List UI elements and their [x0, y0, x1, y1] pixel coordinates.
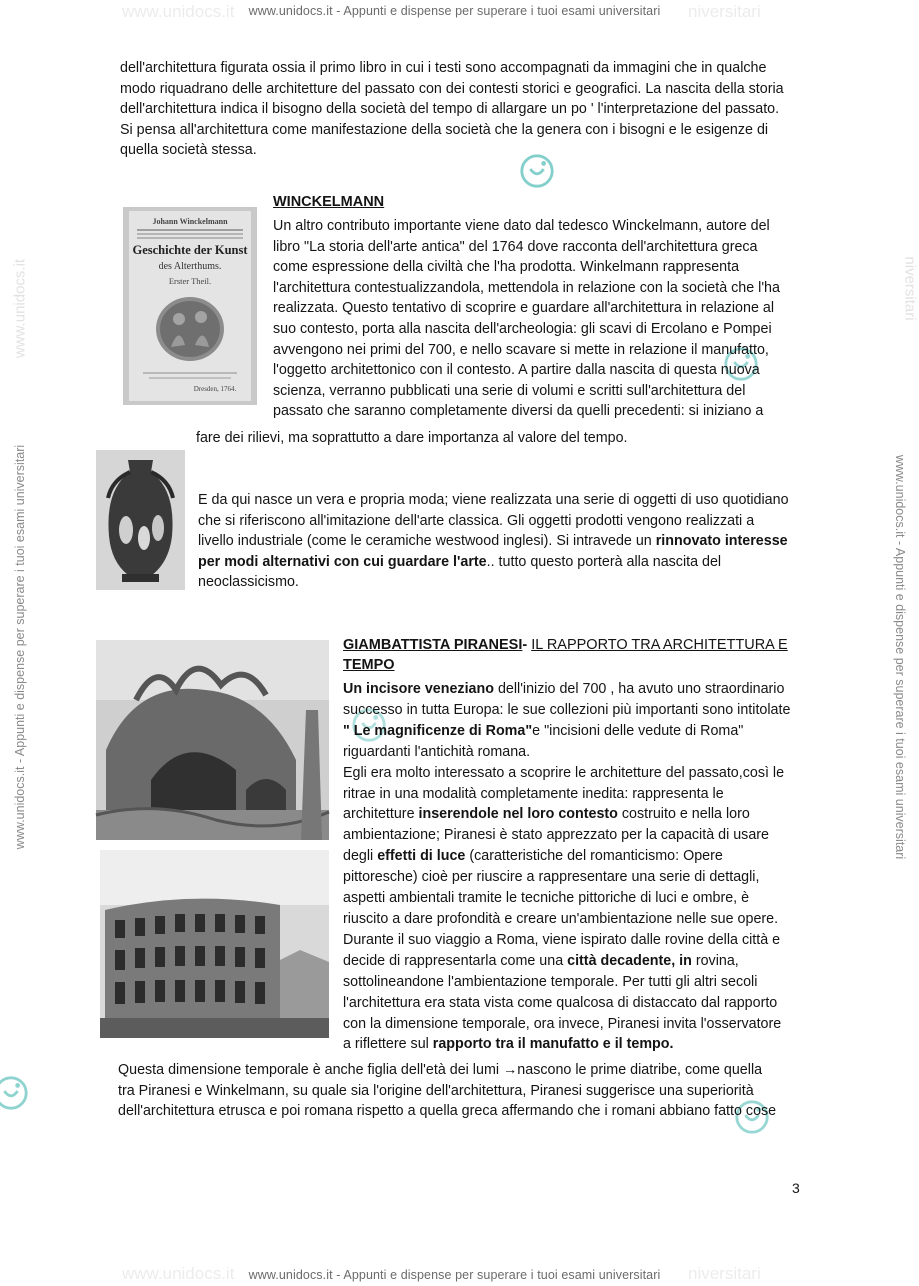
book-cover-place: Dresden, 1764. — [193, 385, 237, 393]
piranesi-heading-continued: TEMPO — [343, 657, 395, 673]
winckelmann-line: suo contesto, porta alla nascita dell'archeologia: gli scavi di Ercolano e Pompei — [273, 320, 772, 337]
piranesi-line — [343, 951, 790, 972]
winckelmann-last-line: fare dei rilievi, ma soprattutto a dare importanza al valore del tempo. — [196, 430, 628, 446]
piranesi-text: decide di rappresentarla come una — [343, 952, 568, 969]
intro-line: modo riquadrano delle architetture del passato con dei contesti storici e geografici. La nascita della storia — [120, 80, 784, 97]
winckelmann-paragraph — [273, 216, 780, 422]
piranesi-line: aspetti ambientali tramite le tecniche pittoriche di luci e ombre, è — [343, 890, 750, 907]
piranesi-line — [343, 721, 790, 742]
winckelmann-line: Un altro contributo importante viene dato dal tedesco Winckelmann, autore del — [273, 218, 770, 234]
winckelmann-line: avvengono nei primi del 700, e nello scavare si mette in relazione il manufatto, — [273, 341, 769, 358]
book-cover-subtitle: des Alterthums. — [158, 261, 222, 272]
piranesi-text: costruito e nella loro — [617, 806, 750, 823]
piranesi-line: l'architettura era stata vista come qualcosa di distaccato dal rapporto — [343, 994, 778, 1011]
watermark-right-side: www.unidocs.it - Appunti e dispense per superare i tuoi esami universitari — [893, 454, 907, 860]
moda-bold-text: per modi alternativi con cui guardare l'arte — [198, 553, 487, 570]
moda-text: livello industriale (come le ceramiche westwood inglesi). Si intravede un — [198, 533, 656, 550]
piranesi-bold-text: effetti di luce — [377, 848, 466, 865]
piranesi-line: Egli era molto interessato a scoprire le architetture del passato,così le — [343, 764, 785, 781]
intro-line: quella società stessa. — [120, 142, 257, 159]
piranesi-heading-separator: - — [522, 637, 532, 653]
piranesi-theatre-engraving-image — [100, 850, 329, 1038]
moda-line: E da qui nasce un vera e propria moda; viene realizzata una serie di oggetti di uso quotidiano — [198, 492, 789, 508]
piranesi-line: Durante il suo viaggio a Roma, viene ispirato dalle rovine della città e — [343, 931, 781, 948]
book-cover-title: Geschichte der Kunst — [132, 243, 248, 257]
winckelmann-line: passato che saranno completamente diversi da quelli precedenti: si iniziano a — [273, 403, 764, 420]
faint-watermark-right-side: niversitari — [901, 256, 919, 321]
piranesi-text: dell'inizio del 700 , ha avuto uno straordinario — [493, 681, 785, 697]
moda-paragraph — [198, 490, 789, 593]
winckelmann-line: l'architettura contestualizzandola, mettendola in relazione con la società che l'ha — [273, 279, 780, 296]
piranesi-heading-name: GIAMBATTISTA PIRANESI — [343, 637, 523, 653]
piranesi-paragraph — [343, 679, 790, 1055]
winckelmann-book-cover-image — [123, 207, 257, 405]
piranesi-line: riguardanti l'antichità romana. — [343, 743, 531, 760]
faint-watermark-site-bottom: www.unidocs.it — [122, 1264, 235, 1283]
winckelmann-heading: WINCKELMANN — [273, 194, 385, 210]
intro-line: dell'architettura indica il bisogno della società del tempo di allargare un po ' l'interpretazione del passato. — [120, 101, 780, 118]
faint-watermark-site-top: www.unidocs.it — [122, 2, 235, 21]
piranesi-text: rovina, — [691, 952, 739, 969]
piranesi-line — [343, 1034, 790, 1055]
moda-line: neoclassicismo. — [198, 574, 299, 591]
faint-watermark-left-side: www.unidocs.it — [11, 258, 29, 359]
closing-line: tra Piranesi e Winkelmann, su quale sia l'origine dell'architettura, Piranesi suggerisce una superiorità — [118, 1082, 754, 1099]
book-cover-part: Erster Theil. — [168, 276, 212, 286]
closing-line: Questa dimensione temporale è anche figlia dell'età dei lumi →nascono le prime diatribe, come quella — [118, 1062, 763, 1078]
piranesi-line — [343, 679, 790, 700]
moda-line — [198, 552, 789, 573]
piranesi-line: successo in tutta Europa: le sue collezioni più importanti sono intitolate — [343, 701, 791, 718]
piranesi-line: riuscito a dare profondità e creare un'ambientazione nelle sue opere. — [343, 910, 779, 927]
moda-text: .. tutto questo porterà alla nascita del — [486, 553, 722, 570]
faint-watermark-word-top: niversitari — [688, 2, 761, 21]
piranesi-text: a riflettere sul — [343, 1036, 433, 1053]
moda-bold-text: rinnovato interesse — [655, 533, 788, 550]
piranesi-line: ambientazione; Piranesi è stato apprezzato per la capacità di usare — [343, 827, 769, 844]
piranesi-text: degli — [343, 848, 378, 865]
intro-line: Si pensa all'architettura come manifestazione della società che la genera con i bisogni e le esigenze di — [120, 121, 769, 138]
piranesi-bold-text: rapporto tra il manufatto e il tempo. — [432, 1036, 674, 1053]
piranesi-line — [343, 846, 790, 867]
piranesi-bold-text: città decadente, in — [567, 952, 692, 969]
watermark-top: www.unidocs.it - Appunti e dispense per superare i tuoi esami universitari — [248, 4, 661, 18]
moda-line — [198, 531, 789, 552]
winckelmann-line: realizzata. Questo tentativo di scoprire e guardare all'architettura in relazione al — [273, 300, 775, 317]
piranesi-ruins-engraving-image — [96, 640, 329, 840]
page-number: 3 — [792, 1180, 800, 1196]
piranesi-text: (caratteristiche del romanticismo: Opere — [465, 848, 723, 865]
winckelmann-line: scienza, verranno pubblicati una serie di volumi e scritti sull'architettura del — [273, 382, 746, 399]
piranesi-heading-topic: IL RAPPORTO TRA ARCHITETTURA E — [531, 637, 788, 653]
piranesi-line: ritrae in una modalità completamente inedita: rappresenta le — [343, 785, 724, 802]
watermark-bottom: www.unidocs.it - Appunti e dispense per superare i tuoi esami universitari — [248, 1268, 661, 1282]
unidocs-logo-icon — [0, 1074, 30, 1112]
watermark-left-side: www.unidocs.it - Appunti e dispense per superare i tuoi esami universitari — [13, 444, 27, 850]
winckelmann-line: come espressione della civiltà che l'ha prodotta. Winkelmann rappresenta — [273, 259, 740, 276]
book-cover-author: Johann Winckelmann — [152, 217, 228, 226]
piranesi-bold-text: " Le magnificenze di Roma" — [343, 722, 533, 739]
closing-paragraph — [118, 1060, 776, 1122]
piranesi-heading — [343, 637, 788, 653]
piranesi-line: sottolineandone l'ambientazione temporale. Per tutti gli altri secoli — [343, 973, 758, 990]
piranesi-text: architetture — [343, 806, 419, 823]
piranesi-bold-text: inserendole nel loro contesto — [418, 806, 618, 823]
intro-line: dell'architettura figurata ossia il primo libro in cui i testi sono accompagnati da immagini che in qualche — [120, 60, 767, 76]
classical-vase-image — [96, 450, 185, 590]
piranesi-line: con la dimensione temporale, ora invece, Piranesi invita l'osservatore — [343, 1015, 782, 1032]
winckelmann-line: l'oggetto architettonico con il contesto. A partire dalla nascita di questa nuova — [273, 362, 760, 379]
piranesi-text: e "incisioni delle vedute di Roma" — [532, 722, 744, 739]
piranesi-bold-text: Un incisore veneziano — [343, 681, 494, 697]
intro-paragraph — [120, 58, 784, 161]
piranesi-line: pittoresche) cioè per riuscire a rappresentare una serie di dettagli, — [343, 869, 760, 886]
winckelmann-line: libro "La storia dell'arte antica" del 1764 dove racconta dell'architettura greca — [273, 238, 758, 255]
piranesi-line — [343, 804, 790, 825]
closing-line: dell'architettura etrusca e poi romana rispetto a quella greca affermando che i romani abbiano fatto cose — [118, 1103, 777, 1120]
faint-watermark-word-bottom: niversitari — [688, 1264, 761, 1283]
moda-line: che si riferiscono all'imitazione dell'arte classica. Gli oggetti prodotti vengono realizzati a — [198, 512, 755, 529]
